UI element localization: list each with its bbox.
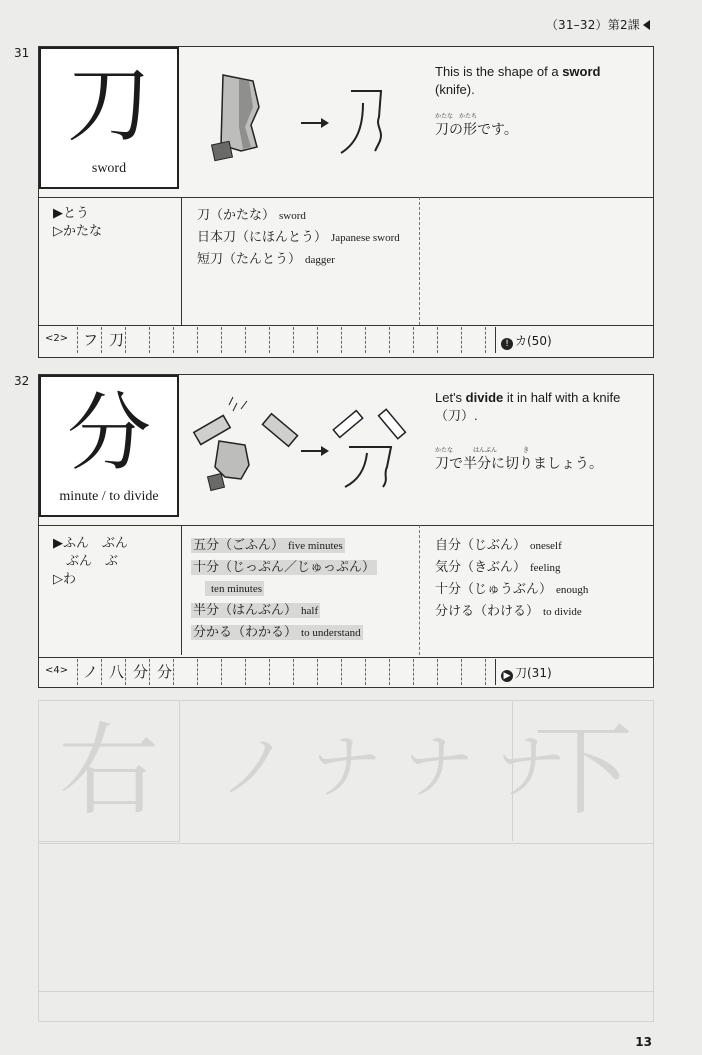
stroke-step: 分 [157, 663, 173, 681]
stroke-step: 刀 [109, 331, 125, 349]
sword-pictograph-icon [181, 47, 421, 189]
stroke-step: 八 [109, 663, 125, 681]
vocab-item: 五分（ごふん） five minutes [193, 538, 343, 553]
explanation-en: This is the shape of a sword (knife). [435, 64, 601, 97]
vocab-item: 半分（はんぶん） half [193, 603, 319, 618]
stroke-step: 分 [133, 663, 149, 681]
explanation-en: Let's divide it in half with a knife （刀）. [435, 390, 621, 423]
vocab-list-right [435, 535, 588, 623]
vocab-item: 自分（じぶん） oneself [435, 538, 562, 553]
vocab-item: 分ける（わける） to divide [435, 604, 582, 619]
stroke-step: フ [83, 331, 99, 349]
lesson-range: （31–32）第2課 [545, 18, 640, 32]
entry-number: 32 [14, 374, 30, 388]
vocab-item: 日本刀（にほんとう） Japanese sword [197, 230, 400, 245]
stroke-step: ノ [83, 663, 99, 681]
page-number: 13 [635, 1035, 652, 1049]
furigana: かたな [435, 447, 454, 454]
exclamation-icon: ! [501, 338, 513, 350]
reading-on-2: ぶん ぶ [53, 554, 119, 569]
vocab-list-left [191, 535, 377, 644]
vocab-item: 分かる（わかる） to understand [193, 625, 361, 640]
cross-reference[interactable]: ! カ(50) [501, 332, 552, 350]
page-header [546, 16, 650, 33]
readings [53, 205, 102, 241]
pictograph [181, 375, 421, 517]
kanji-card-31 [38, 46, 654, 358]
vocab-list [197, 205, 400, 271]
reading-on: ▶ふん ぶん [53, 536, 128, 551]
kanji-box [39, 47, 179, 189]
furigana: はんぶん [473, 447, 498, 454]
furigana: き [523, 447, 530, 454]
kanji-meaning: sword [91, 161, 127, 176]
ghost-kanji-right: 下 [512, 701, 653, 841]
bleed-through [38, 700, 654, 1022]
kanji-meaning: minute / to divide [59, 489, 159, 504]
readings [53, 535, 128, 589]
reading-on: ▶とう [53, 206, 89, 221]
stroke-order-row [39, 327, 653, 353]
divide-pictograph-icon [181, 375, 421, 517]
stroke-count: <4> [45, 665, 69, 676]
kanji-box [39, 375, 179, 517]
vocab-item: ten minutes [191, 578, 377, 600]
reading-kun: ▷わ [53, 572, 76, 587]
pictograph [181, 47, 421, 189]
kanji-character: 刀 [66, 56, 151, 154]
stroke-order-row [39, 659, 653, 685]
vocab-item: 十分（じっぷん／じゅっぷん） [193, 560, 376, 575]
kanji-character: 分 [66, 384, 151, 482]
cross-reference[interactable]: ▶ 刀(31) [501, 664, 552, 682]
furigana: かたち [459, 113, 478, 120]
stroke-count: <2> [45, 333, 69, 344]
ghost-kanji-left: 右 [39, 701, 180, 842]
explanation-jp: 刀の形です。 [435, 122, 518, 138]
reading-kun: ▷かたな [53, 224, 102, 239]
left-triangle-icon [643, 20, 650, 30]
vocab-item: 刀（かたな） sword [197, 208, 306, 223]
vocab-item: 気分（きぶん） feeling [435, 560, 561, 575]
vocab-item: 十分（じゅうぶん） enough [435, 582, 589, 597]
entry-number: 31 [14, 46, 30, 60]
kanji-card-32 [38, 374, 654, 688]
explanation-jp: 刀で半分に切りましょう。 [435, 456, 603, 472]
play-icon: ▶ [501, 670, 513, 682]
vocab-item: 短刀（たんとう） dagger [197, 252, 335, 267]
furigana: かたな [435, 113, 454, 120]
ghost-strokes: ノ ナ ナ ナ [219, 726, 566, 808]
